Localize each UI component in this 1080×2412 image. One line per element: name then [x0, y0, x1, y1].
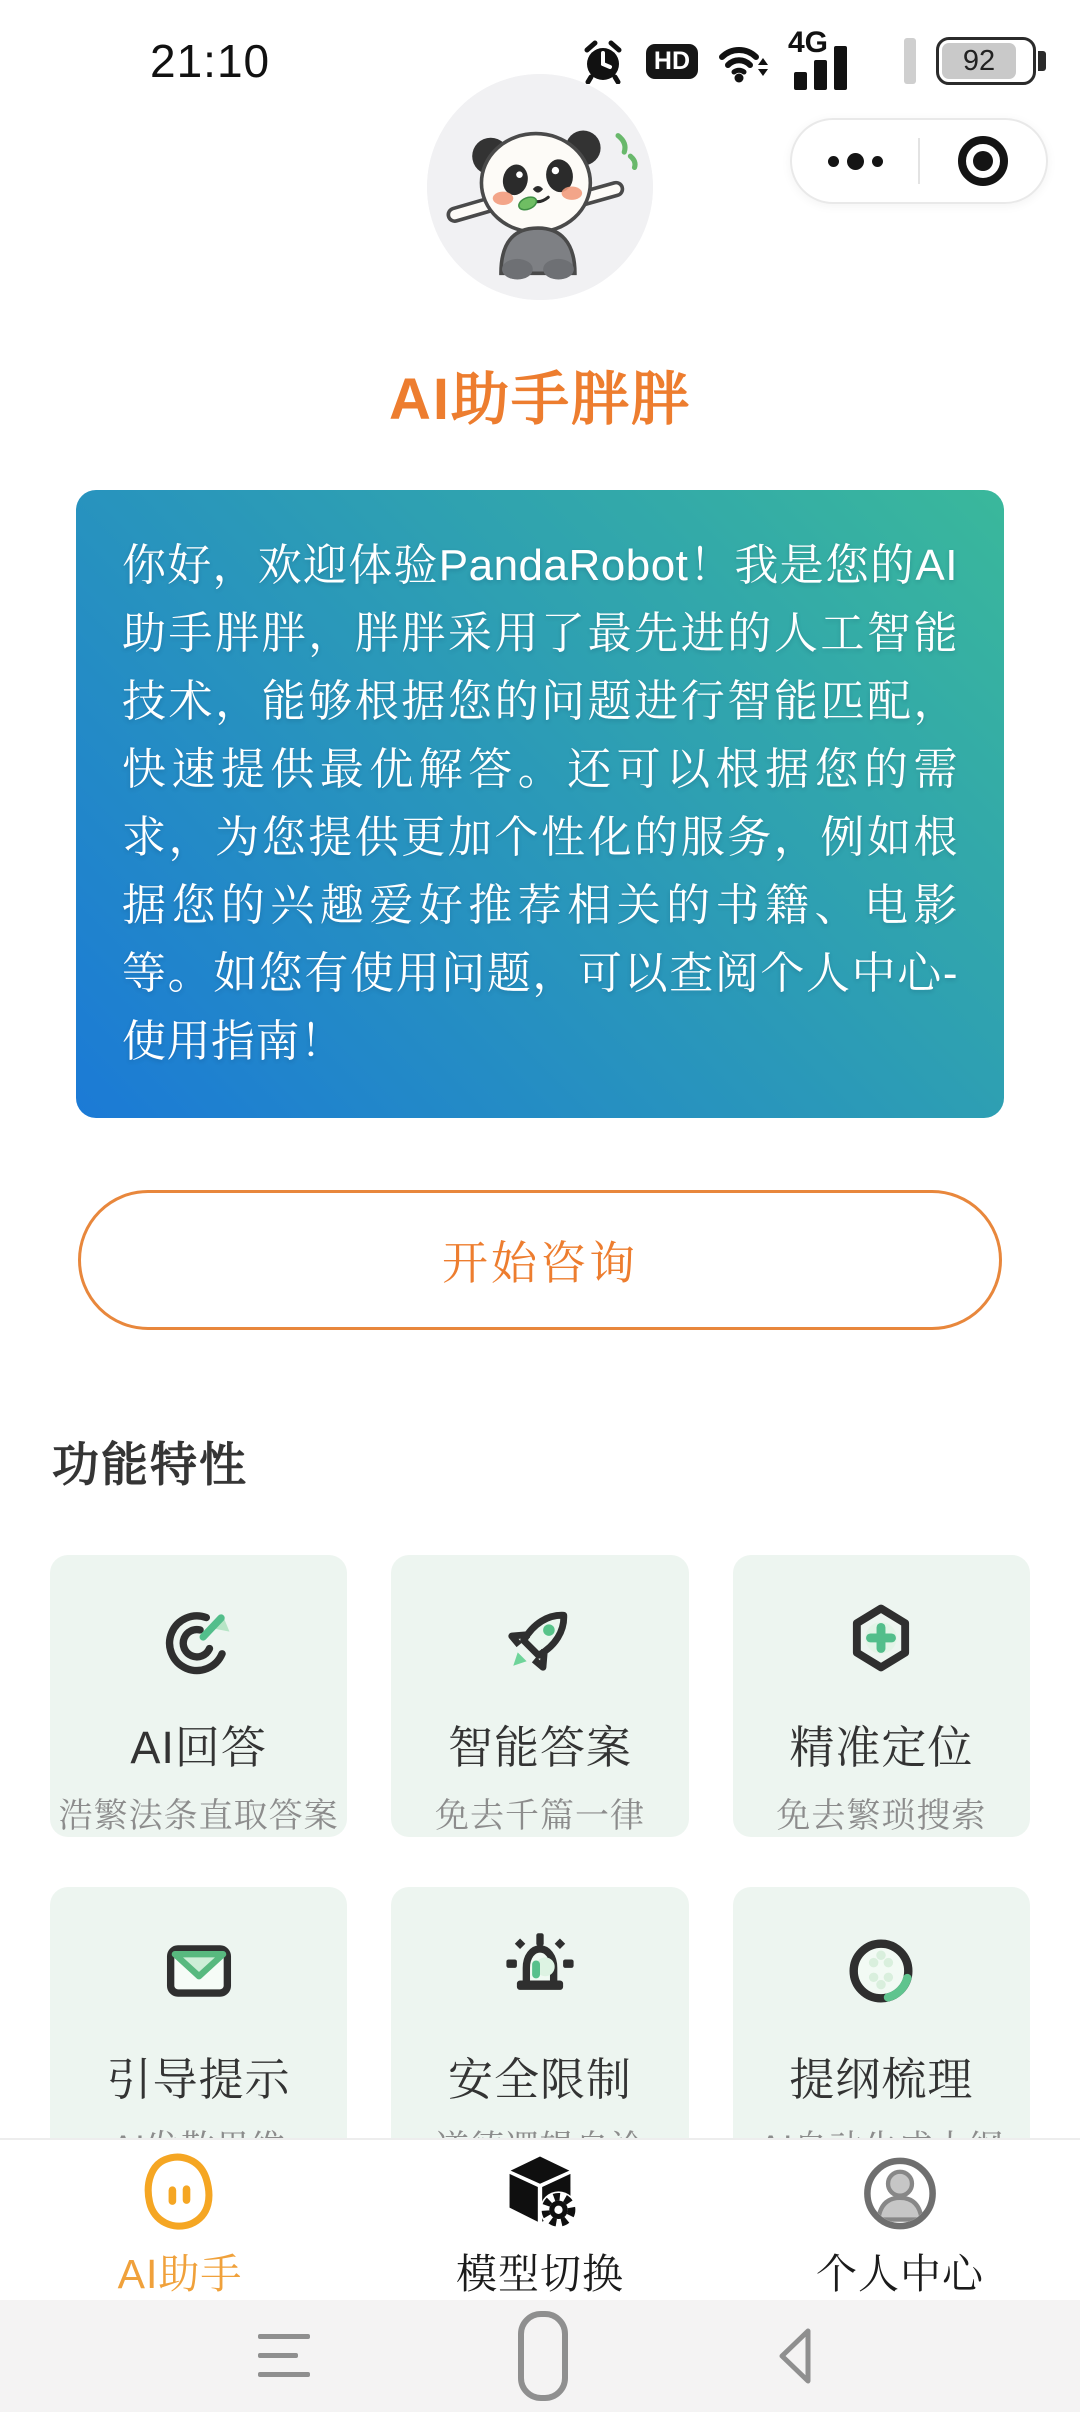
start-consult-button[interactable]: [78, 1190, 1002, 1330]
feature-subtitle: 浩繁法条直取答案: [58, 1797, 339, 1835]
more-button[interactable]: [792, 120, 918, 202]
feature-card-safety-limit: [391, 1887, 688, 2169]
tab-label: AI助手: [117, 2251, 243, 2297]
model-cube-icon: [495, 2150, 585, 2237]
target-circle-icon: [954, 132, 1012, 190]
feature-title: AI回答: [130, 1722, 267, 1773]
feature-subtitle: 免去繁琐搜索: [776, 1797, 987, 1835]
robot-face-icon: [135, 2150, 225, 2237]
envelope-icon: [157, 1929, 241, 2013]
rocket-icon: [498, 1597, 582, 1681]
recents-icon: [517, 2310, 569, 2402]
menu-button[interactable]: [256, 2328, 312, 2384]
start-consult-label: 开始咨询: [442, 1237, 638, 1289]
menu-icon: [256, 2328, 312, 2384]
feature-title: 安全限制: [447, 2054, 632, 2105]
recents-button[interactable]: [517, 2310, 569, 2402]
clock-text: 21:10: [150, 35, 271, 87]
person-icon: [855, 2150, 945, 2237]
back-icon: [774, 2325, 814, 2387]
status-icons: [580, 26, 1046, 92]
feature-title: 引导提示: [106, 2054, 291, 2105]
feature-subtitle: 免去千篇一律: [434, 1797, 645, 1835]
sim2-signal-icon: [904, 38, 916, 84]
feature-title: 精准定位: [789, 1722, 974, 1773]
more-dots-icon: [828, 156, 839, 167]
tab-label: 个人中心: [816, 2251, 984, 2297]
feature-card-guide-prompt: [50, 1887, 347, 2169]
tab-label: 模型切换: [456, 2251, 624, 2297]
welcome-message-card: [76, 490, 1004, 1118]
feature-title: 提纲梳理: [789, 2054, 974, 2105]
features-heading: 功能特性: [52, 1438, 248, 1491]
panda-avatar-image: [427, 74, 653, 300]
feature-card-smart-answer: [391, 1555, 688, 1837]
features-grid: [50, 1555, 1030, 2169]
app-avatar: [427, 74, 653, 300]
feature-title: 智能答案: [447, 1722, 632, 1773]
tab-bar: [0, 2138, 1080, 2300]
target-pen-icon: [157, 1597, 241, 1681]
miniprogram-capsule: [790, 118, 1048, 204]
page-title: AI助手胖胖: [388, 367, 691, 432]
welcome-message-text: 你好，欢迎体验PandaRobot！我是您的AI助手胖胖，胖胖采用了最先进的人工智能技术，能够根据您的问题进行智能匹配，快速提供最优解答。还可以根据您的需求，为您提供更加个性化的服务，例如根据您的兴趣爱好推荐相关的书籍、电影等。如您有使用问题，可以查阅个人中心-使用指南！: [122, 541, 958, 1066]
wifi-icon: [718, 38, 768, 84]
feature-card-precise-locate: [733, 1555, 1030, 1837]
exit-button[interactable]: [920, 120, 1046, 202]
feature-card-outline: [733, 1887, 1030, 2169]
signal-4g-icon: 4G: [788, 30, 884, 92]
alarm-clock-icon: [580, 38, 626, 84]
progress-ring-icon: [839, 1929, 923, 2013]
back-button[interactable]: [774, 2325, 814, 2387]
tab-ai-assistant[interactable]: [0, 2140, 360, 2300]
hexagon-plus-icon: [839, 1597, 923, 1681]
tab-profile[interactable]: [720, 2140, 1080, 2300]
hd-badge: HD: [646, 44, 698, 79]
siren-icon: [498, 1929, 582, 2013]
tab-model-switch[interactable]: [360, 2140, 720, 2300]
battery-indicator: [936, 37, 1046, 85]
android-nav-bar: [0, 2300, 1080, 2412]
feature-card-ai-answer: [50, 1555, 347, 1837]
battery-percent-text: 92: [942, 43, 1016, 79]
